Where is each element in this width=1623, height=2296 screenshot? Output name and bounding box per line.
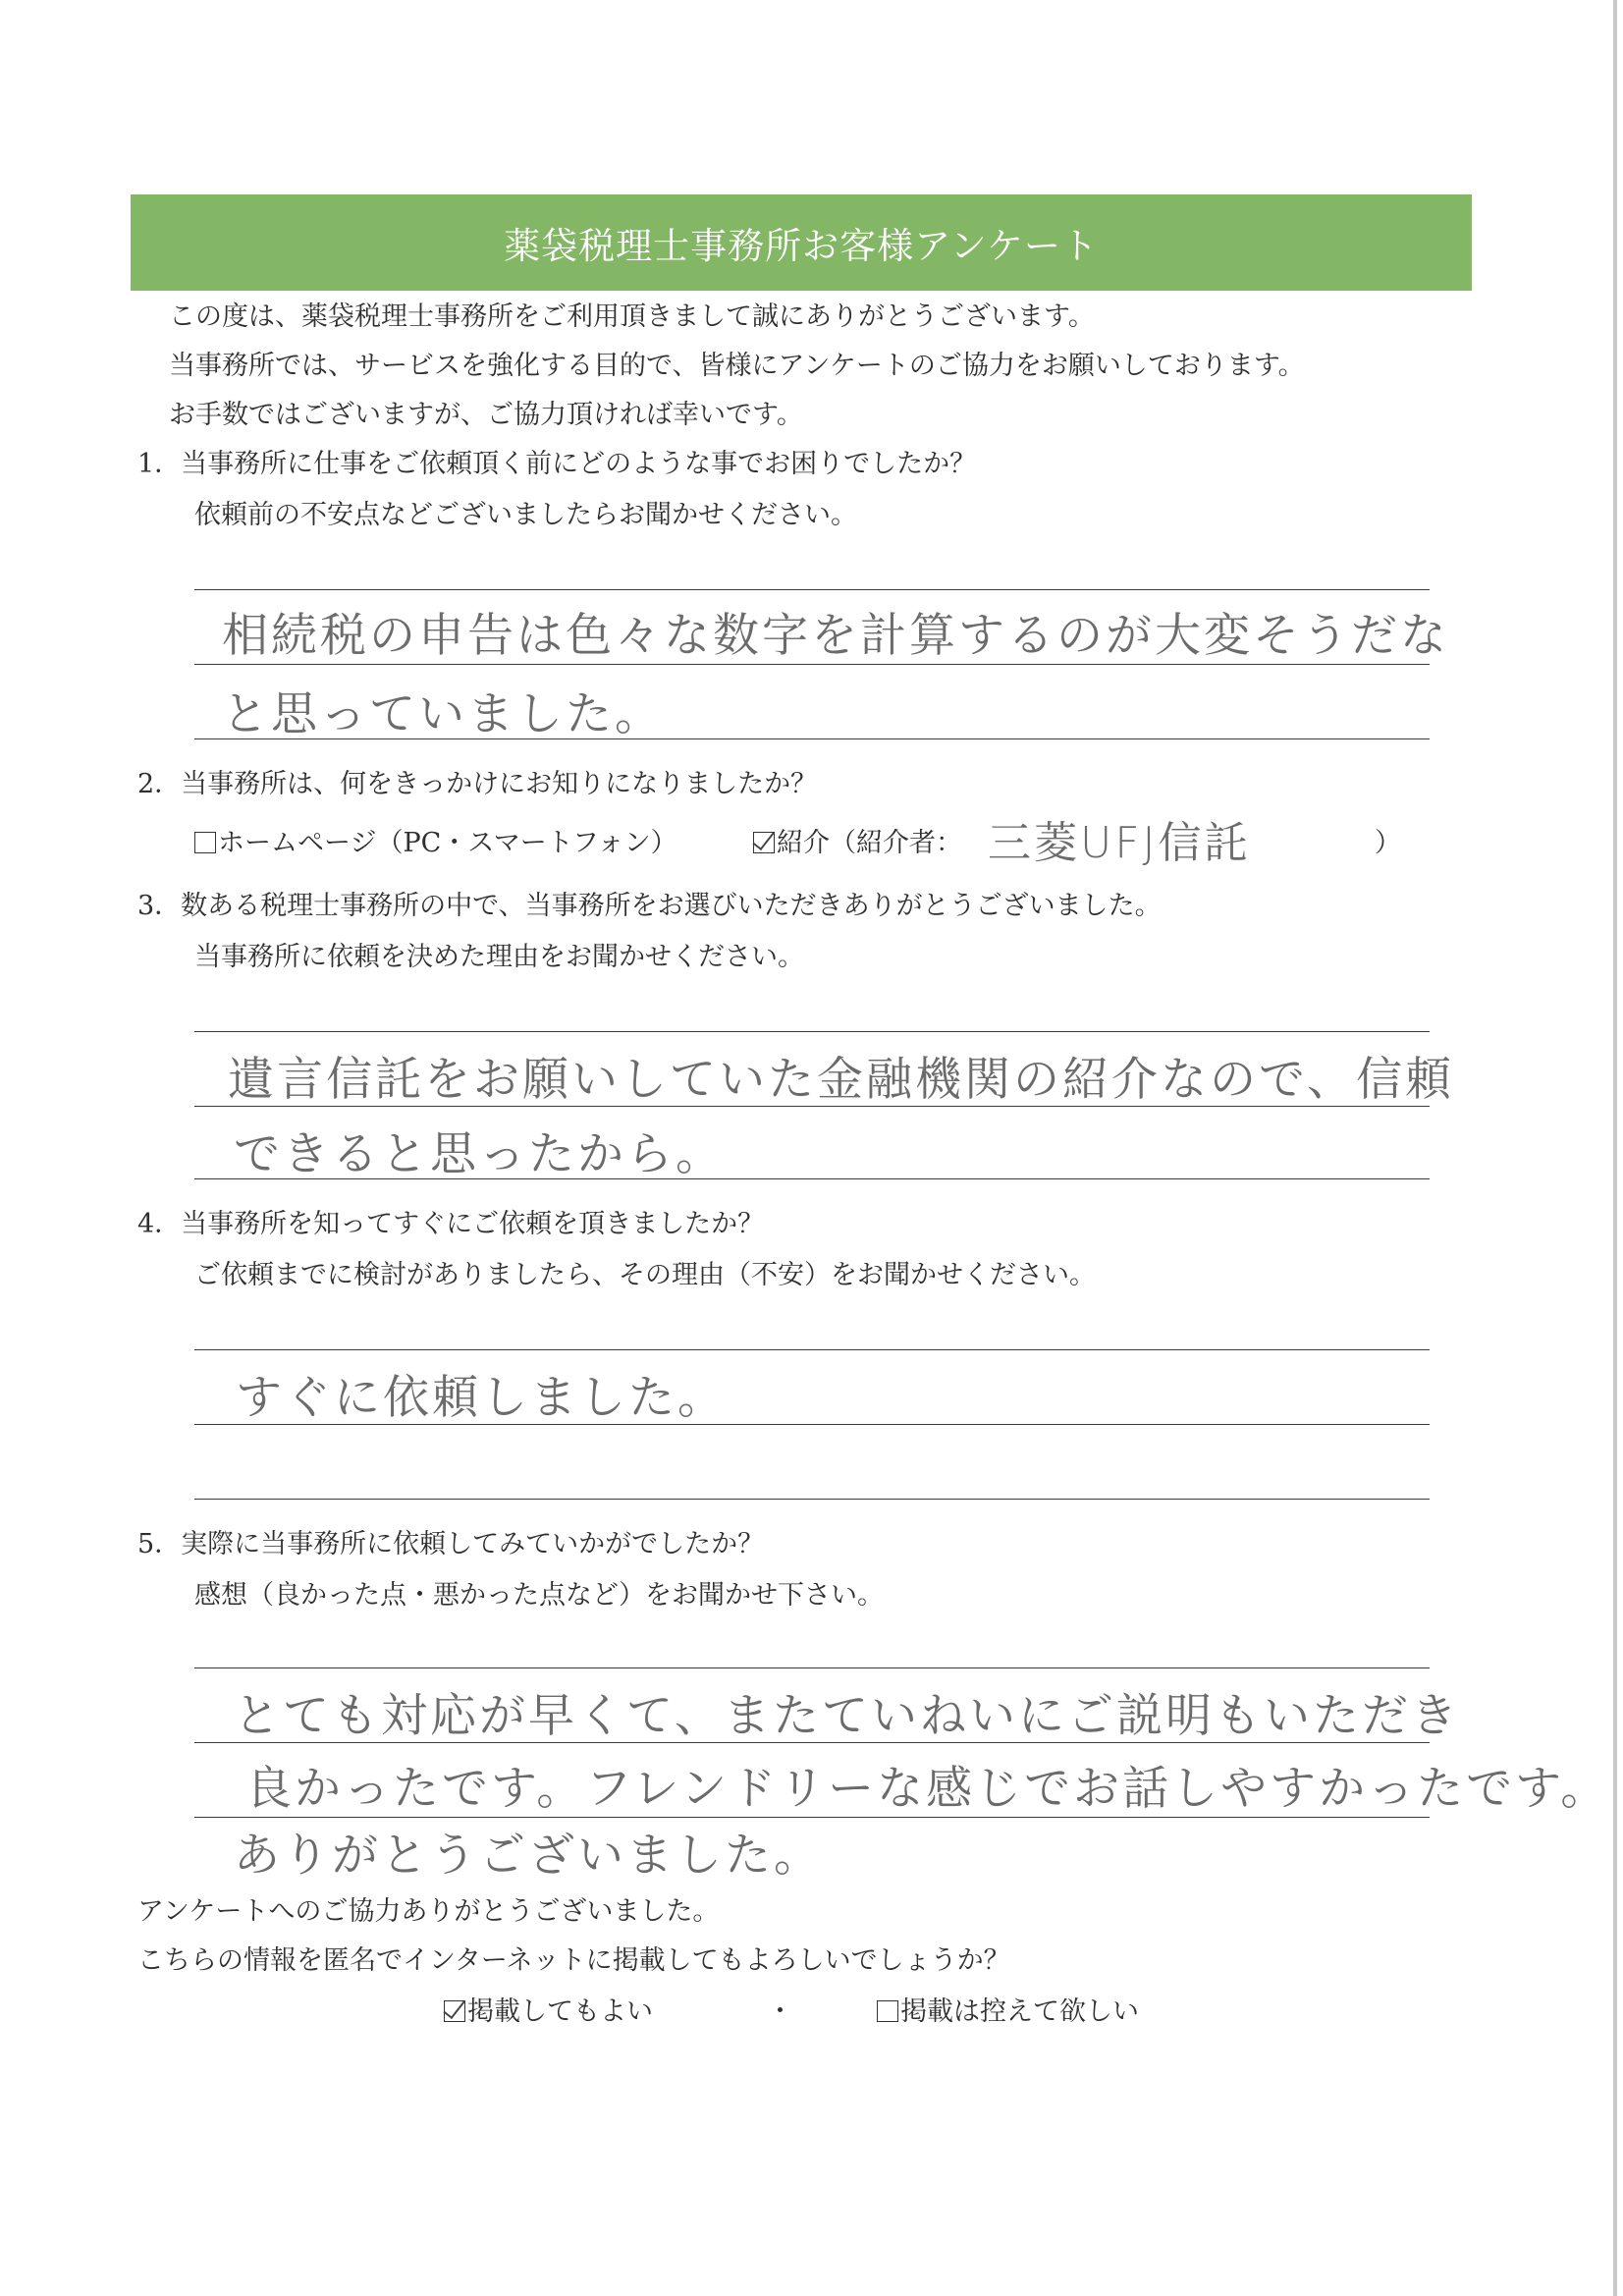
answer-rule bbox=[194, 1499, 1430, 1500]
q4-question: 4．当事務所を知ってすぐにご依頼を頂きましたか？ bbox=[137, 1209, 765, 1239]
publish-ok-label: 掲載してもよい bbox=[467, 1996, 653, 2027]
q1-subquestion: 依頼前の不安点などございましたらお聞かせください。 bbox=[194, 500, 857, 530]
homepage-label: ホームページ（PC・スマートフォン） bbox=[218, 828, 677, 858]
intro-line-3: お手数ではございますが、ご協力頂ければ幸いです。 bbox=[169, 400, 803, 430]
publish-no-checkbox[interactable] bbox=[877, 2000, 898, 2022]
option-separator: ・ bbox=[767, 1996, 793, 2027]
q5-answer-line-2: 良かったです。フレンドリーな感じでお話しやすかったです。 bbox=[245, 1762, 1610, 1816]
q4-subquestion: ご依頼までに検討がありましたら、その理由（不安）をお聞かせください。 bbox=[194, 1260, 1096, 1290]
closing-question: こちらの情報を匿名でインターネットに掲載してもよろしいでしょうか？ bbox=[137, 1945, 1010, 1976]
publish-ok-checkbox[interactable] bbox=[444, 2000, 465, 2022]
q5-answer-line-1: とても対応が早くて、またていねいにご説明もいただき bbox=[234, 1689, 1461, 1743]
referral-checkbox[interactable] bbox=[753, 832, 775, 853]
q3-question: 3．数ある税理士事務所の中で、当事務所をお選びいただきありがとうございました。 bbox=[137, 891, 1162, 921]
intro-line-2: 当事務所では、サービスを強化する目的で、皆様にアンケートのご協力をお願いしております。 bbox=[169, 351, 1305, 381]
q2-question: 2．当事務所は、何をきっかけにお知りになりましたか？ bbox=[137, 769, 818, 799]
intro-line-1: この度は、薬袋税理士事務所をご利用頂きまして誠にありがとうございます。 bbox=[169, 301, 1095, 332]
referral-close-paren: ） bbox=[1375, 828, 1401, 858]
q4-answer-line-1: すぐに依頼しました。 bbox=[236, 1371, 727, 1425]
q3-answer-line-1: 遺言信託をお願いしていた金融機関の紹介なので、信頼 bbox=[228, 1053, 1455, 1107]
answer-rule bbox=[194, 1667, 1430, 1668]
answer-rule bbox=[194, 589, 1430, 590]
survey-title: 薬袋税理士事務所お客様アンケート bbox=[504, 225, 1099, 267]
referrer-name: 三菱UFJ信託 bbox=[988, 818, 1251, 868]
answer-rule bbox=[194, 1742, 1430, 1743]
survey-header bbox=[131, 194, 1472, 291]
q1-answer-line-1: 相続税の申告は色々な数字を計算するのが大変そうだな bbox=[222, 609, 1449, 663]
answer-rule bbox=[194, 1031, 1430, 1032]
answer-rule bbox=[194, 1424, 1430, 1425]
answer-rule bbox=[194, 664, 1430, 665]
q1-answer-line-2: と思っていました。 bbox=[222, 687, 664, 741]
publish-no-option[interactable] bbox=[877, 1995, 1139, 2029]
q5-question: 5．実際に当事務所に依頼してみていかがでしたか？ bbox=[137, 1529, 765, 1559]
answer-rule bbox=[194, 738, 1430, 739]
q2-option-referral[interactable] bbox=[753, 827, 962, 860]
publish-ok-option[interactable] bbox=[444, 1995, 653, 2029]
q5-answer-line-3: ありがとうございました。 bbox=[234, 1829, 823, 1883]
referral-label: 紹介（紹介者： bbox=[777, 828, 962, 858]
answer-rule bbox=[194, 1817, 1430, 1818]
q5-subquestion: 感想（良かった点・悪かった点など）をお聞かせ下さい。 bbox=[194, 1580, 884, 1611]
q1-question: 1．当事務所に仕事をご依頼頂く前にどのような事でお困りでしたか？ bbox=[137, 449, 977, 479]
publish-no-label: 掲載は控えて欲しい bbox=[900, 1996, 1139, 2027]
answer-rule bbox=[194, 1349, 1430, 1350]
q2-option-homepage[interactable] bbox=[194, 827, 677, 860]
homepage-checkbox[interactable] bbox=[194, 832, 216, 853]
scan-edge bbox=[1613, 0, 1617, 2296]
closing-thanks: アンケートへのご協力ありがとうございました。 bbox=[137, 1896, 720, 1927]
q3-subquestion: 当事務所に依頼を決めた理由をお聞かせください。 bbox=[194, 942, 804, 972]
q3-answer-line-2: できると思ったから。 bbox=[234, 1127, 725, 1181]
answer-rule bbox=[194, 1106, 1430, 1107]
answer-rule bbox=[194, 1178, 1430, 1179]
